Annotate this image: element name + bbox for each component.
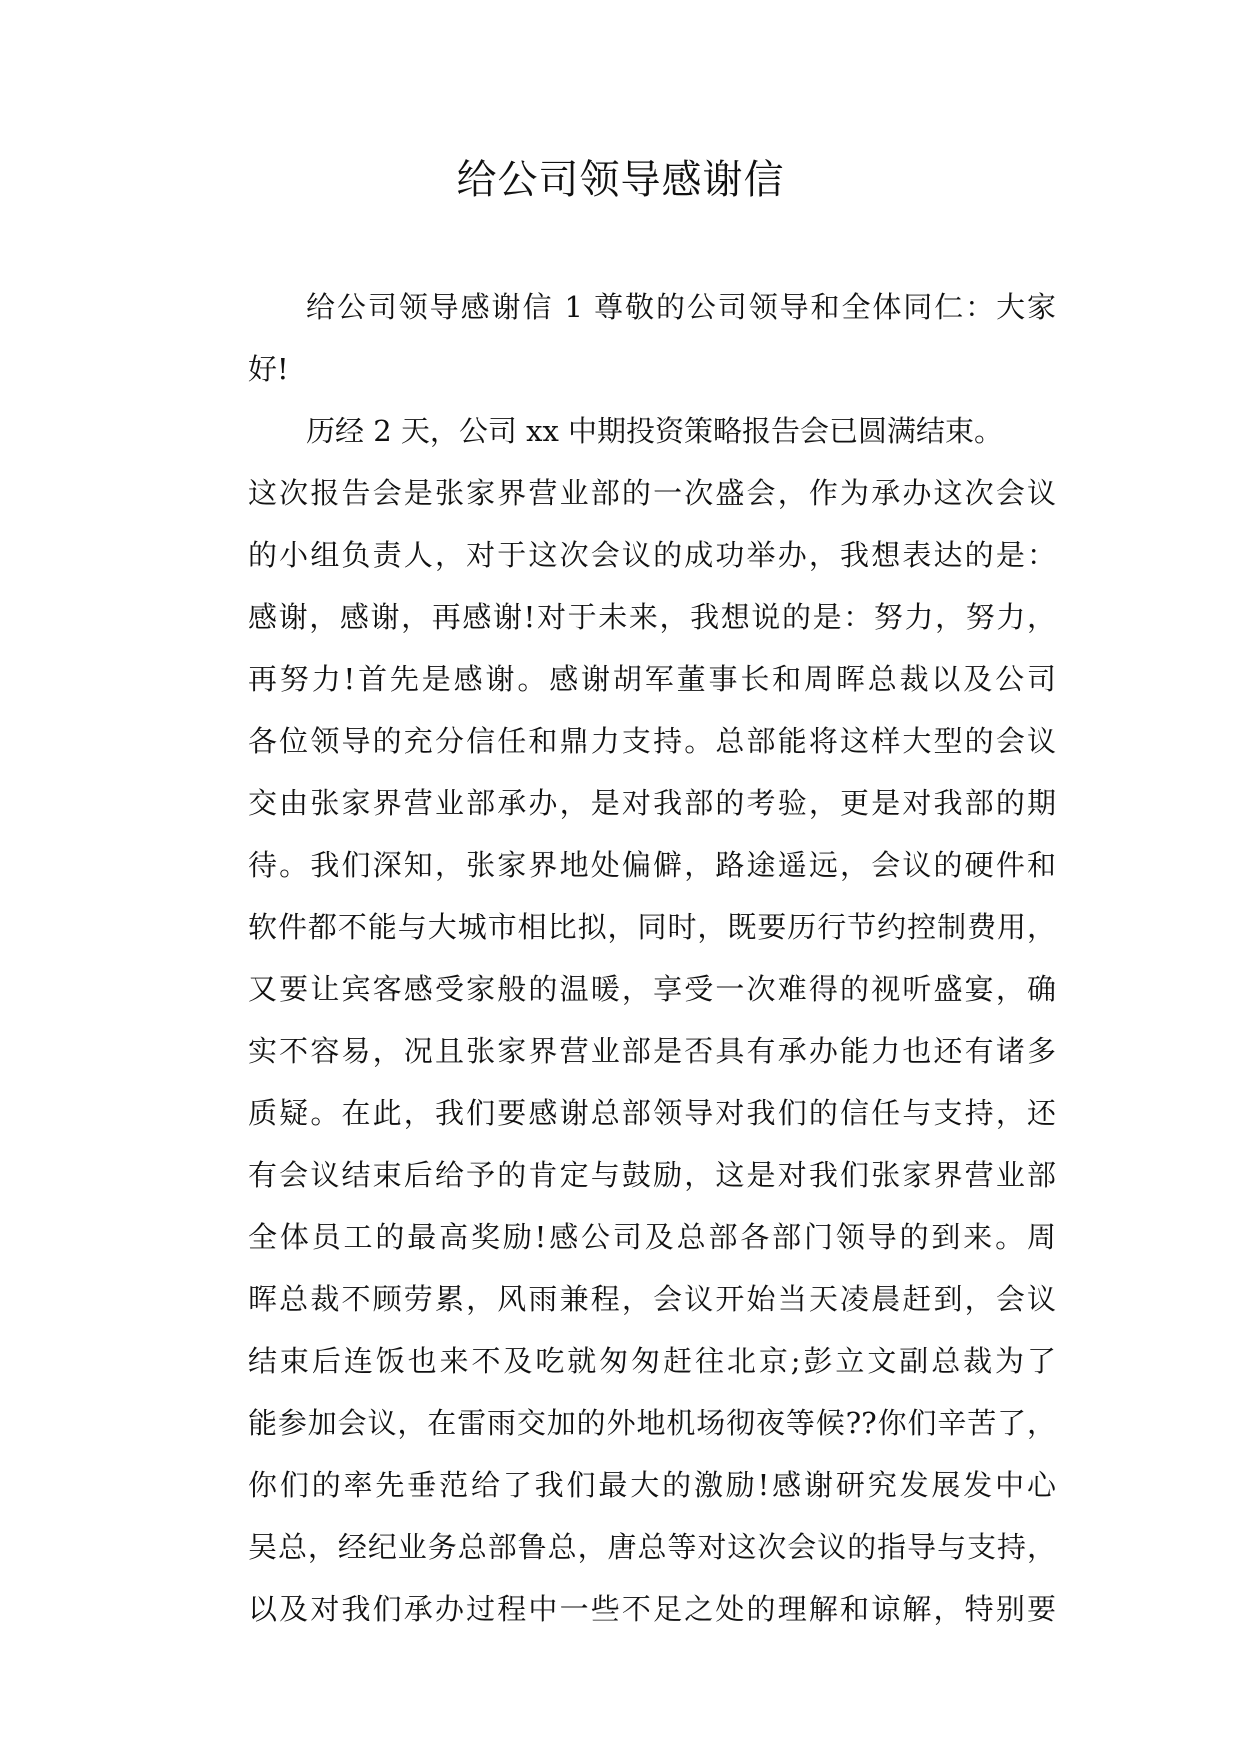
text-line: 感谢，感谢，再感谢!对于未来，我想说的是：努力，努力， <box>248 600 1056 634</box>
text-line: 交由张家界营业部承办，是对我部的考验，更是对我部的期 <box>248 786 1056 820</box>
text-line: 各位领导的充分信任和鼎力支持。总部能将这样大型的会议 <box>248 724 1056 758</box>
text-line: 这次报告会是张家界营业部的一次盛会，作为承办这次会议 <box>248 476 1056 510</box>
text-line: 你们的率先垂范给了我们最大的激励!感谢研究发展发中心 <box>248 1468 1056 1502</box>
text-line: 有会议结束后给予的肯定与鼓励，这是对我们张家界营业部 <box>248 1158 1056 1192</box>
text-line: 软件都不能与大城市相比拟，同时，既要历行节约控制费用， <box>248 910 1056 944</box>
text-line: 待。我们深知，张家界地处偏僻，路途遥远，会议的硬件和 <box>248 848 1056 882</box>
text-line: 结束后连饭也来不及吃就匆匆赶往北京;彭立文副总裁为了 <box>248 1344 1056 1378</box>
text-line: 能参加会议，在雷雨交加的外地机场彻夜等候??你们辛苦了， <box>248 1406 1056 1440</box>
text-line: 实不容易，况且张家界营业部是否具有承办能力也还有诸多 <box>248 1034 1056 1068</box>
paragraph-2 <box>190 400 1056 1640</box>
document-title: 给公司领导感谢信 <box>456 157 785 203</box>
text-line: 全体员工的最高奖励!感公司及总部各部门领导的到来。周 <box>248 1220 1056 1254</box>
text-line: 质疑。在此，我们要感谢总部领导对我们的信任与支持，还 <box>248 1096 1056 1130</box>
text-line: 再努力!首先是感谢。感谢胡军董事长和周晖总裁以及公司 <box>248 662 1056 696</box>
document-body <box>190 276 1056 1640</box>
text-line: 以及对我们承办过程中一些不足之处的理解和谅解，特别要 <box>248 1592 1056 1626</box>
text-line: 历经 2 天，公司 xx 中期投资策略报告会已圆满结束。 <box>306 414 1004 448</box>
text-line: 给公司领导感谢信 1 尊敬的公司领导和全体同仁：大家 <box>306 290 1056 324</box>
paragraph-1 <box>190 276 1056 400</box>
text-line: 又要让宾客感受家般的温暖，享受一次难得的视听盛宴，确 <box>248 972 1056 1006</box>
text-line: 好! <box>248 352 289 386</box>
text-line: 的小组负责人，对于这次会议的成功举办，我想表达的是： <box>248 538 1056 572</box>
text-line: 晖总裁不顾劳累，风雨兼程，会议开始当天凌晨赶到，会议 <box>248 1282 1056 1316</box>
text-line: 吴总，经纪业务总部鲁总，唐总等对这次会议的指导与支持， <box>248 1530 1056 1564</box>
